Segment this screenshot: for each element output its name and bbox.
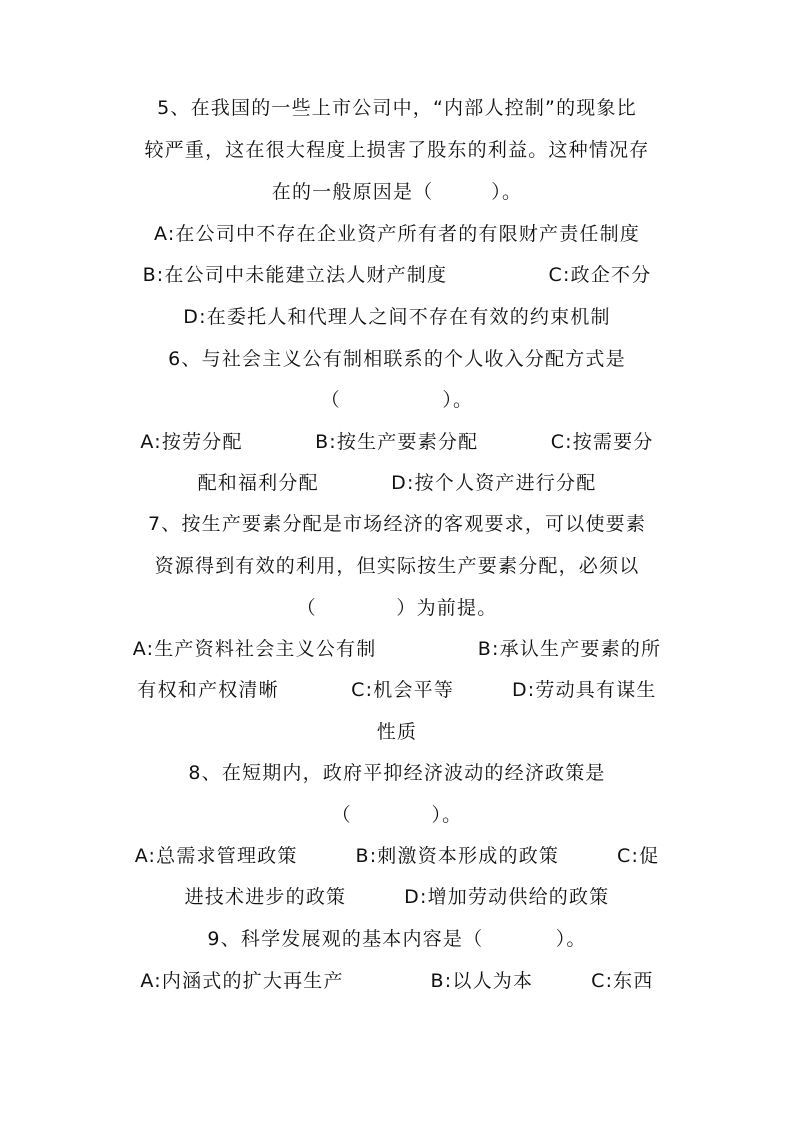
answer-option: A:在公司中不存在企业资产所有者的有限财产责任制度	[153, 223, 641, 245]
question-stem: 在的一般原因是（ ）。	[271, 181, 523, 203]
question-stem: （ ）。	[331, 804, 463, 826]
question-stem: （ ）为前提。	[296, 597, 498, 619]
answer-option: A:生产资料社会主义公有制 B:承认生产要素的所	[132, 638, 662, 660]
answer-option: A:按劳分配 B:按生产要素分配 C:按需要分	[140, 431, 654, 453]
answer-option: 配和福利分配 D:按个人资产进行分配	[197, 472, 597, 494]
question-stem: 7、按生产要素分配是市场经济的客观要求，可以使要素	[147, 513, 647, 535]
question-stem: 8、在短期内，政府平抑经济波动的经济政策是	[188, 762, 606, 784]
question-stem: 5、在我国的一些上市公司中，“内部人控制”的现象比	[157, 97, 637, 119]
question-stem: （ ）。	[320, 389, 474, 411]
answer-option: A:总需求管理政策 B:刺激资本形成的政策 C:促	[134, 845, 660, 867]
question-stem: 资源得到有效的利用，但实际按生产要素分配，必须以	[154, 555, 640, 577]
answer-option: B:在公司中未能建立法人财产制度 C:政企不分	[142, 264, 652, 286]
question-stem: 6、与社会主义公有制相联系的个人收入分配方式是	[168, 348, 626, 370]
answer-option: 进技术进步的政策 D:增加劳动供给的政策	[184, 886, 610, 908]
question-stem: 9、科学发展观的基本内容是（ ）。	[207, 928, 587, 950]
answer-option: D:在委托人和代理人之间不存在有效的约束机制	[183, 306, 611, 328]
answer-option: 性质	[376, 721, 418, 743]
answer-option: A:内涵式的扩大再生产 B:以人为本 C:东西	[140, 970, 654, 992]
answer-option: 有权和产权清晰 C:机会平等 D:劳动具有谋生	[137, 679, 657, 701]
question-stem: 较严重，这在很大程度上损害了股东的利益。这种情况存	[144, 139, 650, 161]
